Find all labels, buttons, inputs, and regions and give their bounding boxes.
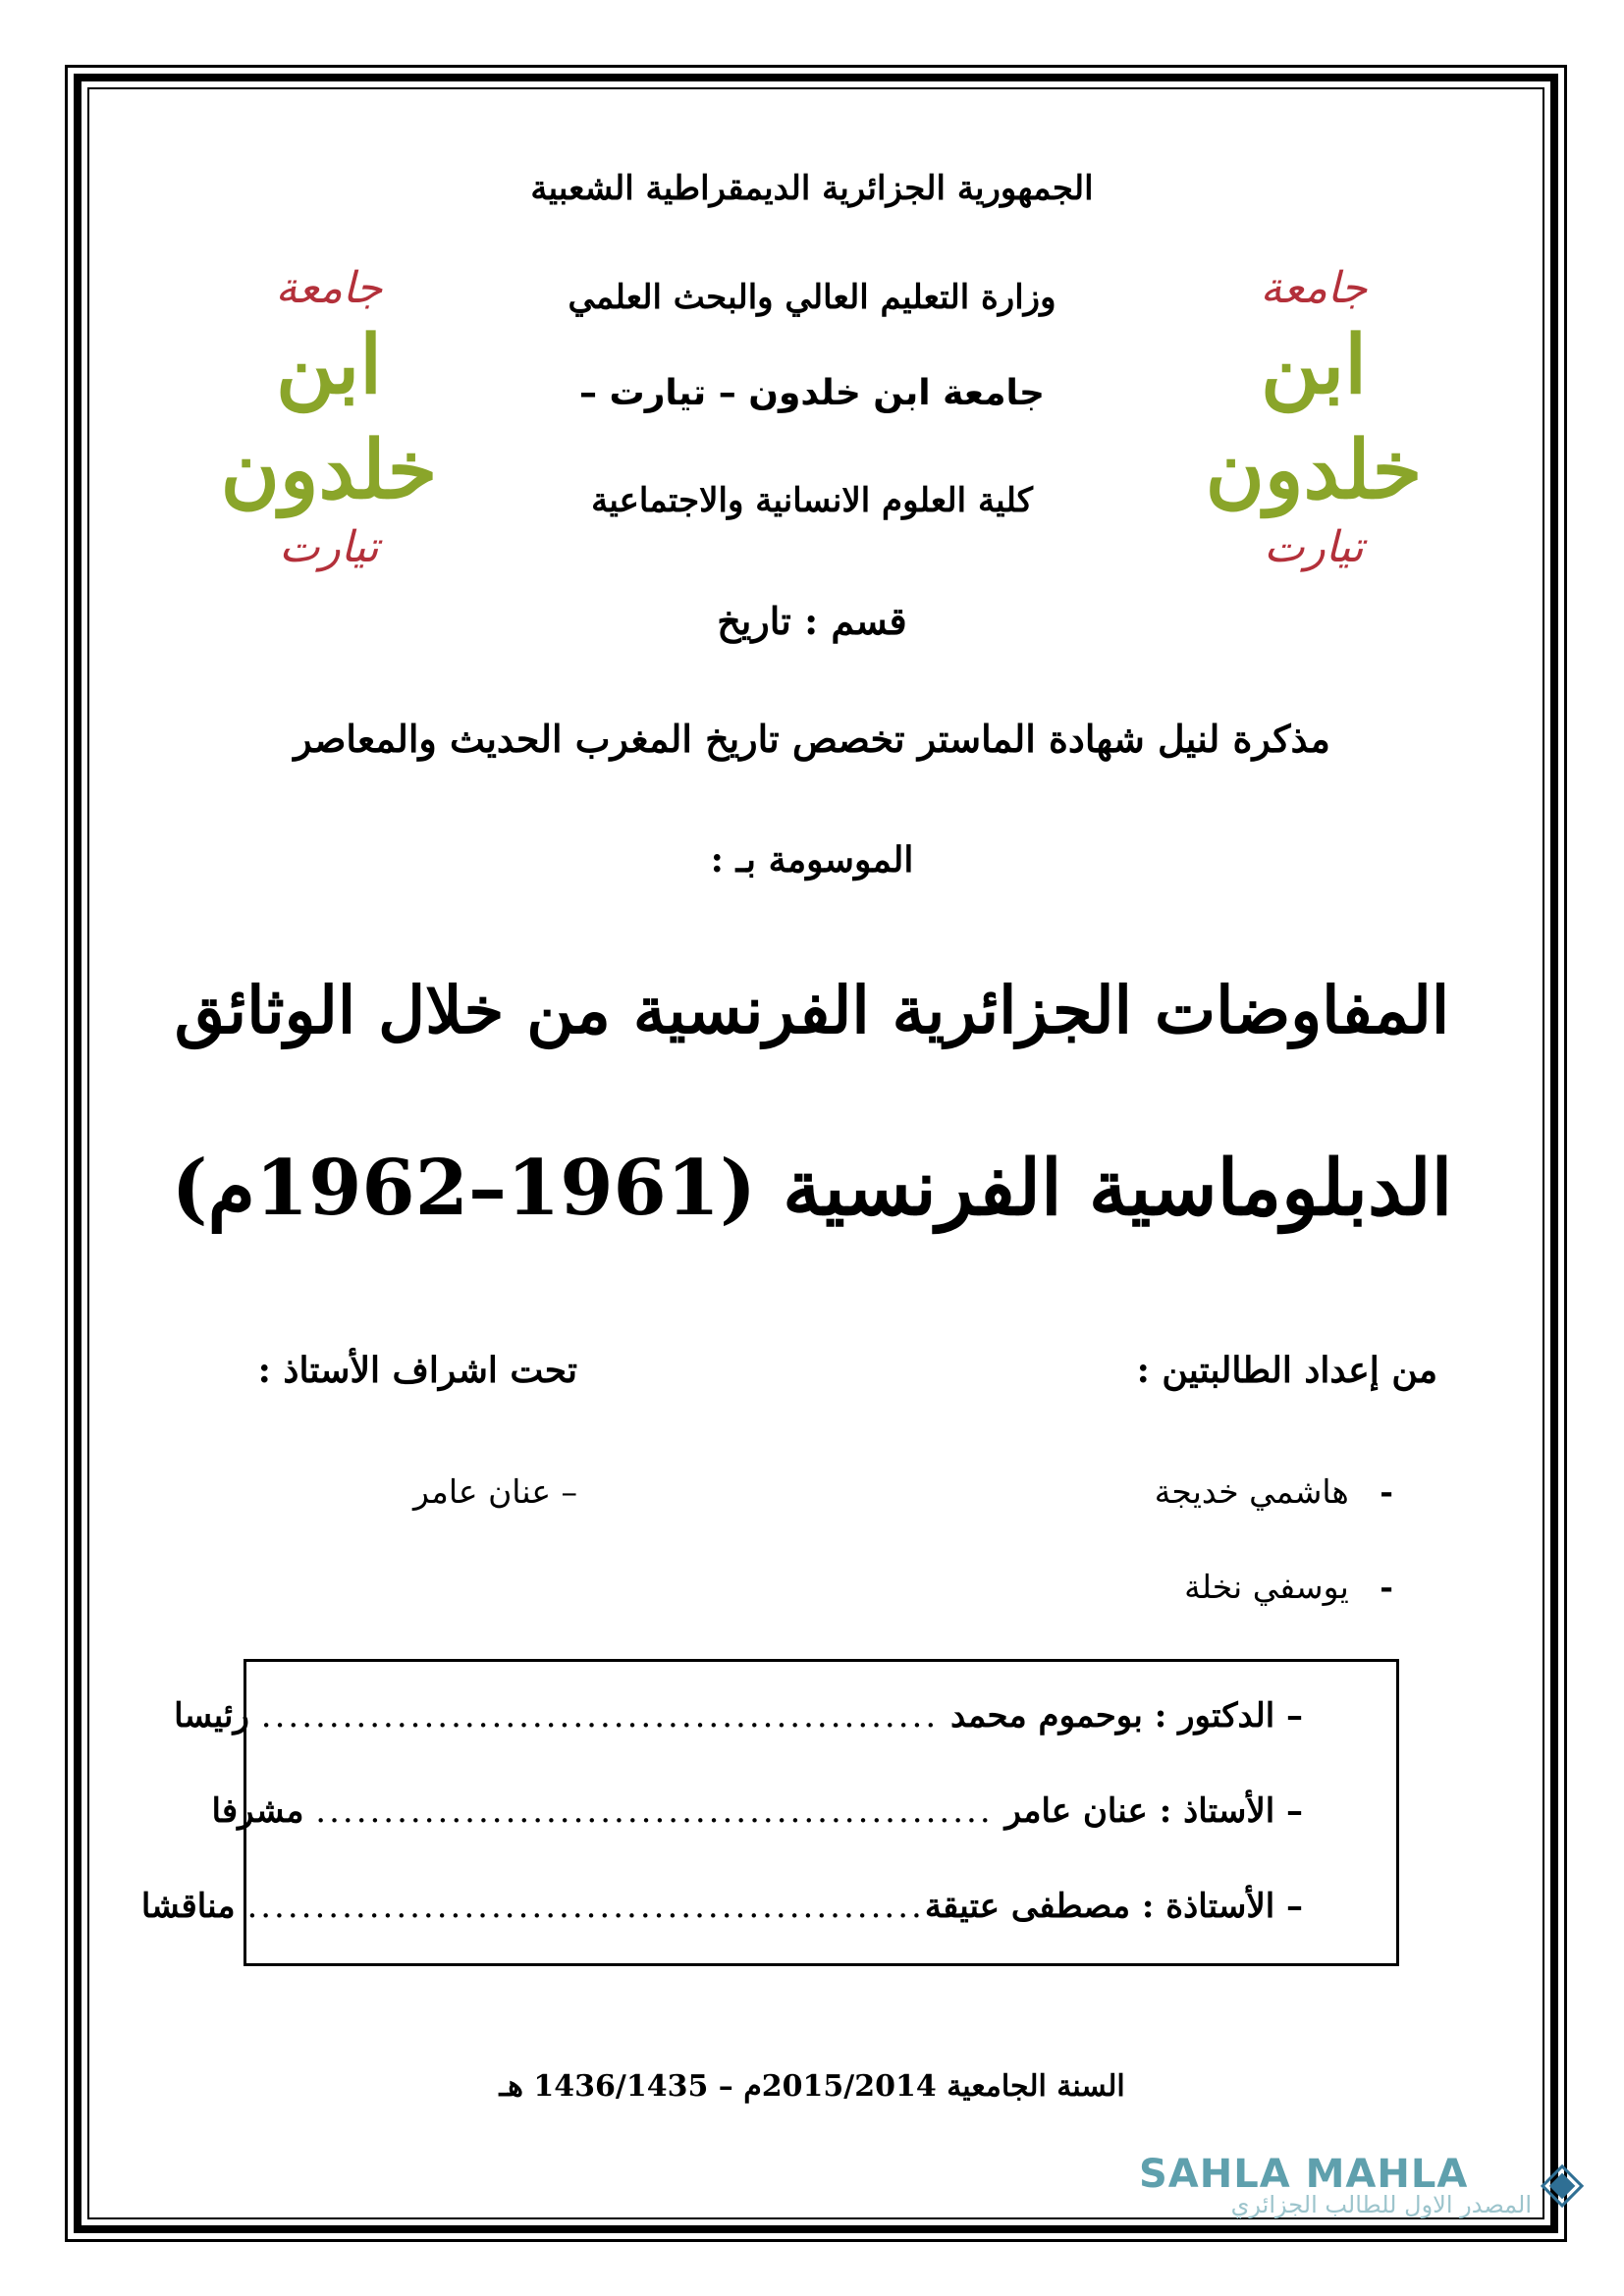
jury-title: – الأستاذ :: [1159, 1791, 1303, 1831]
jury-role: مشرفا: [211, 1791, 304, 1831]
logo-main-text: ابن خلدون: [220, 318, 438, 517]
watermark-logo-icon: ◈: [1540, 2148, 1585, 2215]
jury-row: [140, 1887, 1303, 1926]
student-name: هاشمي خديجة: [1154, 1472, 1349, 1511]
jury-title: – الدكتور :: [1154, 1696, 1303, 1735]
dots: ..................................................: [260, 1696, 940, 1735]
ministry-heading: وزارة التعليم العالي والبحث العلمي: [568, 278, 1056, 317]
supervisor-name: – عنان عامر: [412, 1472, 577, 1511]
jury-title: – الأستاذة :: [1141, 1887, 1303, 1926]
supervisor-label: تحت اشراف الأستاذ :: [257, 1350, 577, 1391]
university-logo-right: [1147, 263, 1481, 573]
student-item: [1184, 1568, 1393, 1606]
university-logo-left: [162, 263, 496, 573]
republic-heading: الجمهورية الجزائرية الديمقراطية الشعبية: [530, 169, 1094, 208]
bullet: -: [1380, 1568, 1393, 1606]
faculty-heading: كلية العلوم الانسانية والاجتماعية: [591, 481, 1033, 520]
titled-label: الموسومة بـ :: [710, 839, 914, 881]
jury-role: مناقشا: [140, 1887, 236, 1926]
jury-name: عنان عامر: [1004, 1791, 1148, 1831]
logo-bottom-text: تيارت: [1264, 522, 1364, 573]
logo-top-text: جامعة: [1260, 263, 1368, 313]
watermark-brand: SAHLA MAHLA: [1139, 2152, 1469, 2197]
jury-name: مصطفى عتيقة: [924, 1887, 1131, 1926]
university-heading: جامعة ابن خلدون – تيارت –: [579, 373, 1045, 413]
jury-row: [174, 1696, 1303, 1735]
dots: ..................................................: [315, 1791, 994, 1831]
logo-main-text: ابن خلدون: [1205, 318, 1423, 517]
dots: ..................................................: [246, 1887, 925, 1926]
jury-row: [211, 1791, 1303, 1831]
bullet: -: [1380, 1472, 1393, 1511]
jury-box: [140, 1659, 1399, 1966]
watermark-tagline: المصدر الاول للطالب الجزائري: [1230, 2191, 1532, 2218]
jury-role: رئيسا: [174, 1696, 249, 1735]
students-label: من إعداد الطالبتين :: [1136, 1350, 1437, 1391]
jury-name: بوحموم محمد: [950, 1696, 1143, 1735]
thesis-title-line2: الدبلوماسية الفرنسية (1961–1962م): [171, 1144, 1453, 1233]
student-item: [1155, 1472, 1393, 1511]
degree-statement: مذكرة لنيل شهادة الماستر تخصص تاريخ المغرب الحديث والمعاصر: [294, 717, 1330, 761]
logo-top-text: جامعة: [275, 263, 383, 313]
logo-bottom-text: تيارت: [279, 522, 379, 573]
thesis-title-line1: المفاوضات الجزائرية الفرنسية من خلال الوثائق: [174, 972, 1450, 1048]
academic-year: السنة الجامعية 2015/2014م – 1436/1435 هـ: [499, 2069, 1125, 2104]
department-heading: قسم : تاريخ: [717, 599, 907, 643]
student-name: يوسفي نخلة: [1184, 1568, 1349, 1606]
sahla-mahla-watermark: [1139, 2148, 1585, 2218]
